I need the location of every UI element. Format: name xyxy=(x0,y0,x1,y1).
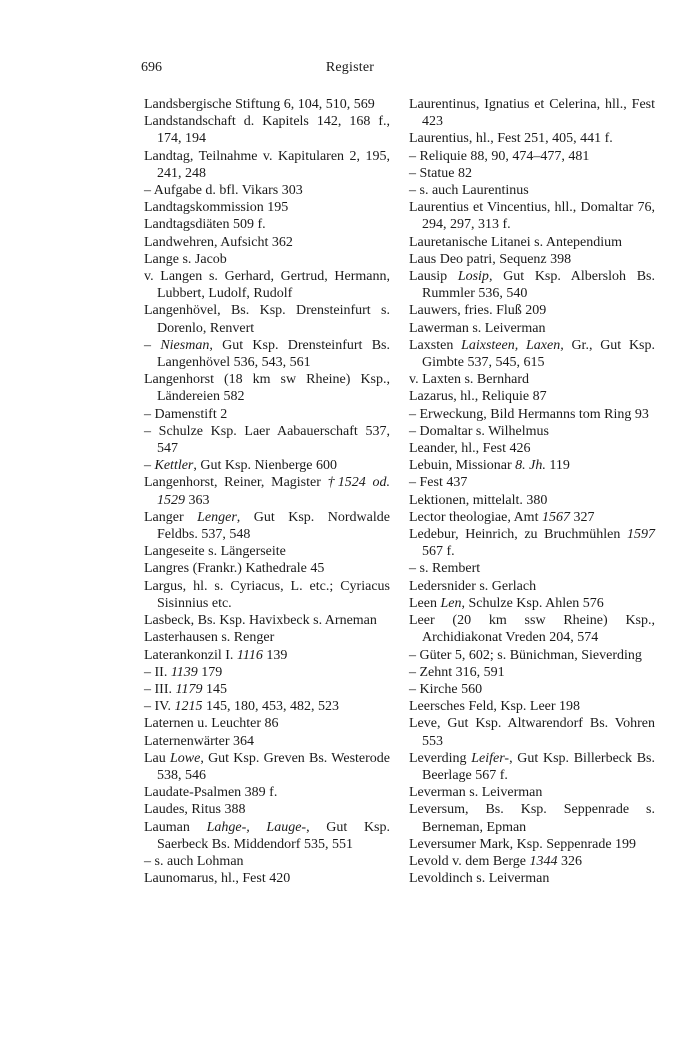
index-entry xyxy=(144,216,390,233)
index-entry-text: Laudate-Psalmen 389 f. xyxy=(144,785,278,801)
index-entry-text: Leverding xyxy=(409,750,472,766)
index-entry xyxy=(409,578,655,595)
index-entry-text: Laternen u. Leuchter 86 xyxy=(144,716,279,732)
index-entry-text: , Gut Ksp. Greven Bs. Westerode 538, 546 xyxy=(157,750,391,783)
index-entry-text: Leve, Gut Ksp. Altwarendorf Bs. Vohren 553 xyxy=(409,716,655,749)
index-entry-italic: Lahge-, Lauge- xyxy=(206,819,307,835)
index-entry-text: Lange s. Jacob xyxy=(144,251,227,267)
index-entry-italic: 1116 xyxy=(236,647,263,663)
index-entry xyxy=(144,784,390,801)
index-entry-text: – Zehnt 316, 591 xyxy=(409,664,505,680)
index-entry-text: Leverman s. Leiverman xyxy=(409,785,543,801)
index-entry-text: Leversum, Bs. Ksp. Seppenrade s. Berneman, Epman xyxy=(409,802,655,835)
index-entry-text: , Gut Ksp. Saerbeck Bs. Middendorf 535, 551 xyxy=(157,819,391,852)
index-entry xyxy=(409,801,655,835)
index-entry-italic: Losip xyxy=(457,269,489,285)
index-entry-italic: †1524 od. 1529 xyxy=(157,475,390,508)
index-entry xyxy=(144,509,390,543)
index-entry-text: – s. auch Laurentinus xyxy=(409,183,529,199)
index-entry xyxy=(409,388,655,405)
index-entry-text: Lawerman s. Leiverman xyxy=(409,320,546,336)
index-entry xyxy=(144,715,390,732)
index-entry-italic: Lenger xyxy=(197,509,237,525)
index-entry-text: 363 xyxy=(185,492,210,508)
index-entry-text: Lauretanische Litanei s. Antependium xyxy=(409,234,623,250)
index-column-left xyxy=(144,96,390,887)
running-head: Register xyxy=(325,60,375,75)
index-entry-italic: Len xyxy=(440,595,462,611)
index-entry-text: Landwehren, Aufsicht 362 xyxy=(144,234,293,250)
index-entry-text: Lauwers, fries. Fluß 209 xyxy=(409,303,547,319)
index-entry-text: Lasbeck, Bs. Ksp. Havixbeck s. Arneman xyxy=(144,613,377,629)
index-entry-text: , Gut Ksp. Nordwalde Feldbs. 537, 548 xyxy=(157,509,390,543)
index-entry xyxy=(144,182,390,199)
index-entry-text: – xyxy=(144,337,161,353)
index-entry-text: Lausip xyxy=(409,269,458,285)
index-entry-text: Lector theologiae, Amt xyxy=(409,509,542,525)
index-entry-text: , Gut Ksp. Albersloh Bs. Rummler 536, 540 xyxy=(422,269,655,302)
index-entry-text: Leer (20 km ssw Rheine) Ksp., Archidiakonat Vreden 204, 574 xyxy=(409,613,655,646)
index-entry-text: Lektionen, mittelalt. 380 xyxy=(409,492,548,508)
index-entry-text: Levold v. dem Berge xyxy=(409,853,530,869)
index-entry-text: – Güter 5, 602; s. Bünichman, Sieverding xyxy=(409,647,642,663)
index-entry-text: – III. xyxy=(144,681,176,697)
index-entry xyxy=(409,234,655,251)
index-entry-text: Lazarus, hl., Reliquie 87 xyxy=(409,389,547,405)
index-entry-text: Landtagsdiäten 509 f. xyxy=(144,217,266,233)
index-entry xyxy=(409,182,655,199)
index-entry-text: Gr., Gut Ksp. Gimbte 537, 545, 615 xyxy=(422,337,656,371)
index-entry xyxy=(144,113,390,147)
index-entry xyxy=(144,612,390,629)
index-entry-text: 179 xyxy=(197,664,223,680)
index-entry xyxy=(409,526,655,560)
index-entry-text: Leersches Feld, Ksp. Leer 198 xyxy=(409,699,581,715)
index-entry-text: Langres (Frankr.) Kathedrale 45 xyxy=(144,561,325,577)
index-entry-text: Langer xyxy=(144,509,198,525)
index-entry-text: 139 xyxy=(262,647,288,663)
index-entry-text: Laudes, Ritus 388 xyxy=(144,802,246,818)
index-entry-italic: 1597 xyxy=(627,527,655,543)
index-entry-text: v. Langen s. Gerhard, Gertrud, Hermann, Lubbert, Ludolf, Rudolf xyxy=(144,269,390,302)
index-entry-text: Lasterhausen s. Renger xyxy=(144,630,275,646)
index-entry-text: 567 f. xyxy=(422,544,455,560)
index-column-right xyxy=(409,96,655,887)
index-entry-text: Laternenwärter 364 xyxy=(144,733,254,749)
index-entry-text: , Gut Ksp. Drensteinfurt Bs. Langenhövel 536, 543, 561 xyxy=(157,337,390,371)
index-entry xyxy=(144,406,390,423)
index-entry xyxy=(144,234,390,251)
page-number: 696 xyxy=(141,60,162,75)
index-entry xyxy=(409,440,655,457)
index-entry-text: v. Laxten s. Bernhard xyxy=(409,372,529,388)
index-entry xyxy=(409,268,655,302)
index-entry-text: Langenhorst, Reiner, Magister xyxy=(144,475,328,491)
index-entry-text: 119 xyxy=(545,458,570,474)
index-entry xyxy=(144,199,390,216)
index-entry-text: Laus Deo patri, Sequenz 398 xyxy=(409,251,572,267)
index-entry xyxy=(409,165,655,182)
index-entry-text: – xyxy=(144,458,155,474)
index-entry xyxy=(409,251,655,268)
index-entry xyxy=(409,423,655,440)
index-entry-text: , Schulze Ksp. Ahlen 576 xyxy=(461,595,604,611)
index-entry xyxy=(409,199,655,233)
index-entry-italic: 1215 xyxy=(174,699,203,715)
index-entry xyxy=(144,337,390,371)
index-entry-text: 327 xyxy=(569,509,595,525)
index-entry-italic: Lowe xyxy=(170,750,201,766)
index-entry xyxy=(144,148,390,182)
index-entry xyxy=(144,870,390,887)
index-entry-italic: 8. Jh. xyxy=(515,458,546,474)
index-entry-text: – s. auch Lohman xyxy=(144,853,244,869)
index-entry xyxy=(409,681,655,698)
index-entry-text: Ledebur, Heinrich, zu Bruchmühlen xyxy=(409,527,627,543)
index-entry-text: Landsbergische Stiftung 6, 104, 510, 569 xyxy=(144,97,375,112)
index-entry xyxy=(409,96,655,130)
index-entry xyxy=(409,509,655,526)
index-entry xyxy=(144,543,390,560)
index-entry xyxy=(144,629,390,646)
index-entry xyxy=(144,96,390,113)
index-entry xyxy=(409,320,655,337)
index-entry-italic: 1139 xyxy=(170,664,198,680)
index-entry xyxy=(409,492,655,509)
index-entry xyxy=(409,406,655,423)
index-entry xyxy=(409,750,655,784)
index-entry xyxy=(144,251,390,268)
index-entry xyxy=(409,853,655,870)
index-entry-text: 145, 180, 453, 482, 523 xyxy=(202,699,339,715)
index-entry-text: Lebuin, Missionar xyxy=(409,458,516,474)
index-entry-text: – Reliquie 88, 90, 474–477, 481 xyxy=(409,148,590,164)
index-entry xyxy=(409,560,655,577)
index-entry xyxy=(409,784,655,801)
index-entry-text: – Aufgabe d. bfl. Vikars 303 xyxy=(144,183,303,199)
index-entry-text: Largus, hl. s. Cyriacus, L. etc.; Cyriacus Sisinnius etc. xyxy=(144,578,390,611)
index-entry-text: – Kirche 560 xyxy=(409,681,483,697)
index-entry-text: Laxsten xyxy=(409,337,462,353)
index-entry-text: Leen xyxy=(409,595,441,611)
index-entry-text: Langeseite s. Längerseite xyxy=(144,544,286,560)
index-entry-text: Leversumer Mark, Ksp. Seppenrade 199 xyxy=(409,836,637,852)
index-entry xyxy=(144,457,390,474)
index-entry xyxy=(144,423,390,457)
index-entry-text: – II. xyxy=(144,664,171,680)
index-entry-italic: Leifer- xyxy=(471,750,510,766)
index-entry-text: Launomarus, hl., Fest 420 xyxy=(144,871,291,887)
index-entry xyxy=(409,148,655,165)
index-entry xyxy=(409,870,655,887)
index-entry xyxy=(144,681,390,698)
index-entry-text: 326 xyxy=(557,853,583,869)
index-entry-text: Ledersnider s. Gerlach xyxy=(409,578,537,594)
index-entry xyxy=(144,474,390,508)
index-entry xyxy=(144,733,390,750)
index-entry xyxy=(409,130,655,147)
index-entry-text: Laurentius et Vincentius, hll., Domaltar 76, 294, 297, 313 f. xyxy=(409,200,655,233)
index-entry-text: – Damenstift 2 xyxy=(144,406,228,422)
index-entry-text: – Statue 82 xyxy=(409,165,472,181)
index-entry xyxy=(144,698,390,715)
index-entry-text: Landstandschaft d. Kapitels 142, 168 f., 174, 194 xyxy=(144,114,390,147)
index-entry xyxy=(409,371,655,388)
index-entry-italic: 1344 xyxy=(529,853,558,869)
index-entry-text: Laurentinus, Ignatius et Celerina, hll., Fest 423 xyxy=(409,97,655,130)
index-entry-text: – s. Rembert xyxy=(409,561,481,577)
index-entry xyxy=(409,457,655,474)
index-entry xyxy=(144,664,390,681)
index-entry-italic: Laixsteen, Laxen, xyxy=(461,337,564,353)
index-entry-text: Leander, hl., Fest 426 xyxy=(409,441,531,457)
index-entry xyxy=(409,302,655,319)
index-entry-text: Landtag, Teilnahme v. Kapitularen 2, 195, 241, 248 xyxy=(144,148,390,181)
index-entry-text: – Domaltar s. Wilhelmus xyxy=(409,423,549,439)
index-entry-text: , Gut Ksp. Billerbeck Bs. Beerlage 567 f. xyxy=(422,750,656,783)
index-entry-text: Landtagskommission 195 xyxy=(144,200,289,216)
index-entry-text: Levoldinch s. Leiverman xyxy=(409,871,550,887)
index-entry-text: Lau xyxy=(144,750,170,766)
index-entry-italic: 1179 xyxy=(175,681,203,697)
index-entry xyxy=(144,853,390,870)
index-entry xyxy=(409,836,655,853)
index-entry-text: , Gut Ksp. Nienberge 600 xyxy=(193,458,337,474)
index-entry-text: – Fest 437 xyxy=(409,475,468,491)
index-entry xyxy=(144,560,390,577)
index-entry-text: – Schulze Ksp. Laer Aabauerschaft 537, 547 xyxy=(144,423,390,457)
index-entry-text: 145 xyxy=(202,681,227,697)
index-entry xyxy=(144,801,390,818)
index-entry-text: – IV. xyxy=(144,699,175,715)
index-entry xyxy=(409,715,655,749)
index-entry xyxy=(409,647,655,664)
index-entry-text: – Erweckung, Bild Hermanns tom Ring 93 xyxy=(409,406,649,422)
index-entry xyxy=(409,337,655,371)
index-entry-text: Langenhorst (18 km sw Rheine) Ksp., Ländereien 582 xyxy=(144,372,390,405)
index-entry xyxy=(144,302,390,336)
index-entry xyxy=(409,612,655,646)
index-entry xyxy=(144,578,390,612)
index-entry-text: Langenhövel, Bs. Ksp. Drensteinfurt s. Dorenlo, Renvert xyxy=(144,303,390,336)
index-entry xyxy=(144,268,390,302)
index-entry xyxy=(144,371,390,405)
index-entry-text: Laurentius, hl., Fest 251, 405, 441 f. xyxy=(409,131,613,147)
index-entry-text: Lauman xyxy=(144,819,207,835)
index-entry-text: Laterankonzil I. xyxy=(144,647,237,663)
index-entry xyxy=(144,819,390,853)
index-entry xyxy=(144,647,390,664)
index-entry-italic: 1567 xyxy=(541,509,570,525)
index-entry xyxy=(409,664,655,681)
index-entry xyxy=(409,698,655,715)
index-entry-italic: Niesman xyxy=(160,337,210,353)
index-entry xyxy=(409,474,655,491)
index-entry-italic: Kettler xyxy=(154,458,194,474)
index-entry xyxy=(409,595,655,612)
index-entry xyxy=(144,750,390,784)
